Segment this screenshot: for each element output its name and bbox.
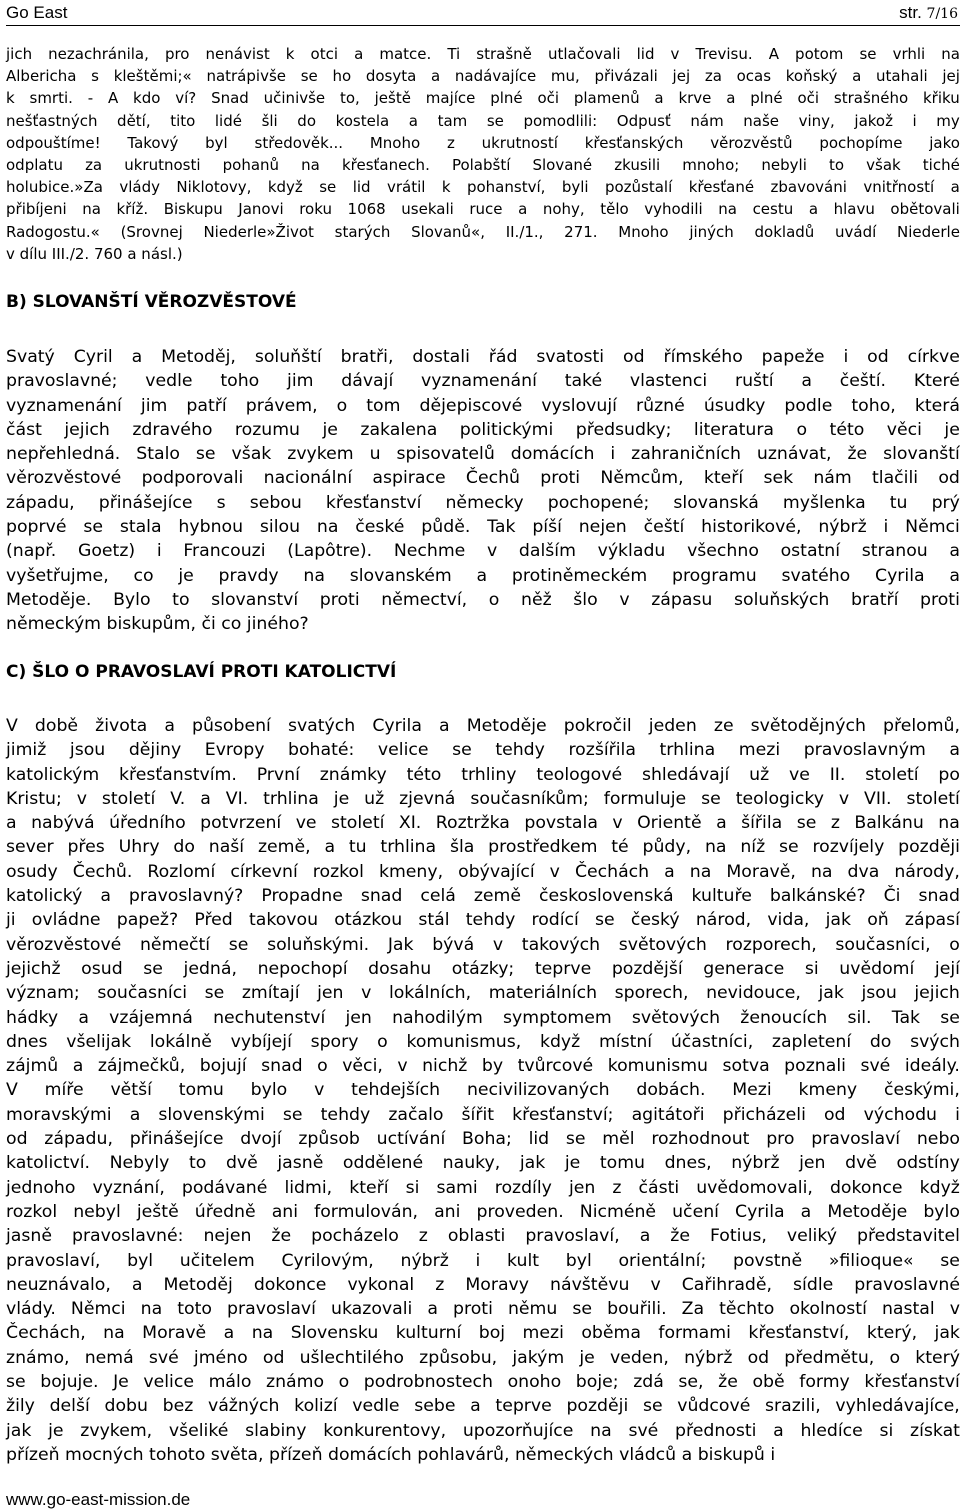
section-b-heading: B) SLOVANŠTÍ VĚROZVĚSTOVÉ [6, 292, 297, 312]
text-line: jich nezachránila, pro nenávist k otci a matce. Ti strašně utlačovali lid v Trevisu. A potom se vrhli na [6, 45, 960, 63]
text-line: odplatu za ukrutnosti pohanů na křesťanech. Polabští Slované zkusili mnoho; nebyli to však tiché [6, 156, 960, 175]
text-line: přízeň mocných tohoto světa, přízeň domácích pohlavárů, německých vládců a biskupů i [6, 1444, 776, 1465]
page-indicator [899, 3, 958, 23]
text-line: poprvé se stala hybnou silou na české půdě. Tak píší nejen čeští historikové, nýbrž i Němci [6, 517, 960, 538]
text-line: V míře větší tomu bylo v tehdejších necivilizovaných dobách. Mezi kmeny českými, [6, 1080, 960, 1101]
text-line: sever přes Uhry do naší země, a tu trhlina šla prostředkem té půdy, na níž se rozvíjely později [6, 837, 960, 858]
text-line: nepřehledná. Stalo se však zvykem u spisovatelů domácích i zahraničních uznávat, že slovanští [6, 444, 960, 465]
section-b-paragraph [6, 345, 960, 637]
text-line: jejichž osud se jedná, nepochopí dosahu otázky; teprve pozdější generace si uvědomí její [6, 958, 960, 979]
page-prefix: str. [899, 3, 927, 22]
text-line: věrozvěstové podporovali nacionální aspirace Čechů proti Němcům, kteří sek nám tlačili od [6, 468, 960, 489]
text-line: k smrti. - A kdo ví? Snad učinivše to, ještě majíce plné oči plamenů a krve a plné oči strašného křiku [6, 89, 960, 108]
section-c-heading: C) ŠLO O PRAVOSLAVÍ PROTI KATOLICTVÍ [6, 662, 397, 682]
text-line: zájmů a zájmečků, bojují snad o věci, v nichž by tvůrcové komunismu sotva poznali své ideály. [6, 1056, 960, 1077]
text-line: jak je zvykem, všeliké slabiny konkurentovy, upozorňujíce na své přednosti a hledíce si získat [6, 1420, 960, 1441]
text-line: odpouštíme! Takový byl středověk... Mnoho z ukrutností křesťanských věrozvěstů pochopíme jako [6, 133, 960, 152]
text-line: osudy Čechů. Rozlomí církevní rozkol kmeny, obývající v Čechách a na Moravě, na dva národy, [6, 861, 960, 882]
text-line: hádky a vzájemná nechutenství jen nahodilým symptomem světových ženoucích sil. Tak se [6, 1007, 960, 1028]
text-line: a nabývá úředního potvrzení ve století XI. Roztržka povstala v Orientě a šířila se z Balkánu na [6, 813, 960, 834]
text-line: západu, přinášejíce s sebou křesťanství německy pochopené; slovanská myšlenka tu prý [6, 492, 960, 513]
page-number: 7/16 [926, 6, 958, 22]
text-line: rozkol nebyl ještě úředně ani formulován, ani proveden. Nicméně učení Cyrila a Metoděje bylo [6, 1201, 960, 1222]
page-header [6, 0, 958, 26]
text-line: Albericha s kleštěmi;« natrápivše se ho dosyta a nadávajíce mu, přivázali jej za ocas koňský a utahali jej [6, 67, 960, 86]
text-line: se bojuje. Je velice málo známo o podrobnostech onoho boje; zdá se, že obě formy křesťanství [6, 1372, 960, 1393]
text-line: věrozvěstové němečtí se soluňskými. Jak bývá v takových světových rozporech, současníci, o [6, 934, 960, 955]
text-line: Kristu; v století V. a VI. trhlina je už zjevná současníkům; formuluje se teologicky v VII. století [6, 788, 960, 809]
document-page [6, 0, 960, 1512]
text-line: v dílu III./2. 760 a násl.) [6, 244, 183, 263]
text-line: katolický a pravoslavný? Propadne snad celá země československá kultuře balkánské? Či snad [6, 886, 960, 907]
text-line: Radogostu.« (Srovnej Niederle»Život starých Slovanů«, II./1., 271. Mnoho jiných dokladů uvádí Niederle [6, 222, 960, 241]
text-line: neuznávalo, a Metoděj dokonce vykonal z Moravy návštěvu v Cařihradě, sídle pravoslavné [6, 1274, 960, 1295]
text-line: holubice.»Za vlády Niklotovy, když se lid vrátil k pohanství, byli pozůstalí křesťané zbavováni vnitřností a [6, 178, 960, 197]
text-line: ji ovládne papež? Před takovou otázkou stál tehdy rodící se český národ, vida, jak oň zápasí [6, 910, 960, 931]
text-line: část jejich zdravého rozumu je zakalena politickými předsudky; literatura o této věci je [6, 419, 960, 440]
text-line: vyšetřujme, co je pravdy na slovanském a protiněmeckém programu svatého Cyrila a [6, 565, 960, 586]
text-line: vlády. Němci na toto pravoslaví ukazovali a proti němu se bouřili. Za těchto okolností nastal v [6, 1299, 960, 1320]
text-line: známo, nemá své jméno od ušlechtilého způsobu, jakým je veden, nýbrž od předmětu, o který [6, 1347, 960, 1368]
text-line: Svatý Cyril a Metoděj, soluňští bratři, dostali řád svatosti od římského papeže i od církve [6, 347, 960, 367]
text-line: moravskými a slovenskými se tehdy začalo šířit křesťanství; agitátoři přicházeli od východu i [6, 1104, 960, 1125]
text-line: vyznamenání jim patří právem, o tom dějepiscové vyslovují různé úsudky podle toho, která [6, 395, 960, 416]
text-line: Metoděje. Bylo to slovanství proti němectví, o něž šlo v zápasu soluňských bratří proti [6, 589, 960, 610]
text-line: jasně pravoslavné: nejen že pocházelo z oblasti pravoslaví, a že Fotius, veliký představitel [6, 1226, 960, 1247]
text-line: V době života a působení svatých Cyrila a Metoděje pokročil jeden ze světodějných přelomů, [6, 716, 960, 736]
text-line: Čechách, na Moravě a na Slovensku kulturní boj mezi oběma formami křesťanství, který, jak [6, 1323, 960, 1344]
footer-url: www.go-east-mission.de [6, 1490, 191, 1509]
header-title: Go East [6, 3, 68, 22]
text-line: (např. Goetz) i Francouzi (Lapôtre). Nechme v dalším výkladu všechno ostatní stranou a [6, 541, 960, 562]
text-line: německým biskupům, či co jiného? [6, 614, 309, 635]
section-c-paragraph [6, 714, 960, 1467]
text-line: význam; současníci se zmítají jen v lokálních, materiálních sporech, nevidouce, jak jsou jejich [6, 983, 960, 1004]
text-line: dnes všelijak lokálně vybíjejí spory o komunismus, když místní účastníci, zapletení do svých [6, 1031, 960, 1052]
text-line: přibíjeni na kříž. Biskupu Janovi roku 1068 usekali ruce a nohy, tělo vyhodili na cestu a hlavu obětovali [6, 200, 960, 219]
text-line: katolictví. Nebyly to dvě jasně oddělené nauky, jak je tomu dnes, nýbrž jen dvě odstíny [6, 1153, 960, 1174]
intro-paragraph [6, 43, 960, 265]
text-line: jednoho vyznání, podávané lidmi, kteří si sami rozdíly jen z části uvědomovali, dokonce když [6, 1177, 960, 1198]
text-line: pravoslaví, byl učitelem Cyrilovým, nýbrž i kult byl orientální; povstně »filioque« se [6, 1250, 960, 1271]
text-line: katolickým křesťanstvím. První známky této trhliny teologové shledávají už ve II. století po [6, 764, 960, 785]
text-line: od západu, přinášejíce dvojí způsob uctívání Boha; lid se měl rozhodnout pro pravoslaví nebo [6, 1129, 960, 1150]
text-line: jimiž jsou dějiny Evropy bohaté: velice se tehdy rozšířila trhlina mezi pravoslavným a [6, 740, 960, 761]
text-line: nešťastných dětí, tito lidé šli do kostela a tam se pomodlili: Odpusť nám naše viny, jakož i my [6, 111, 960, 130]
text-line: žily delší dobu bez vážných kolizí vedle sebe a teprve později se vůdcové srazili, vyhledávajíce, [6, 1396, 960, 1417]
text-line: pravoslavné; vedle toho jim dávají vyznamenání také vlastenci ruští a čeští. Které [6, 371, 960, 392]
header-rule [6, 25, 960, 26]
